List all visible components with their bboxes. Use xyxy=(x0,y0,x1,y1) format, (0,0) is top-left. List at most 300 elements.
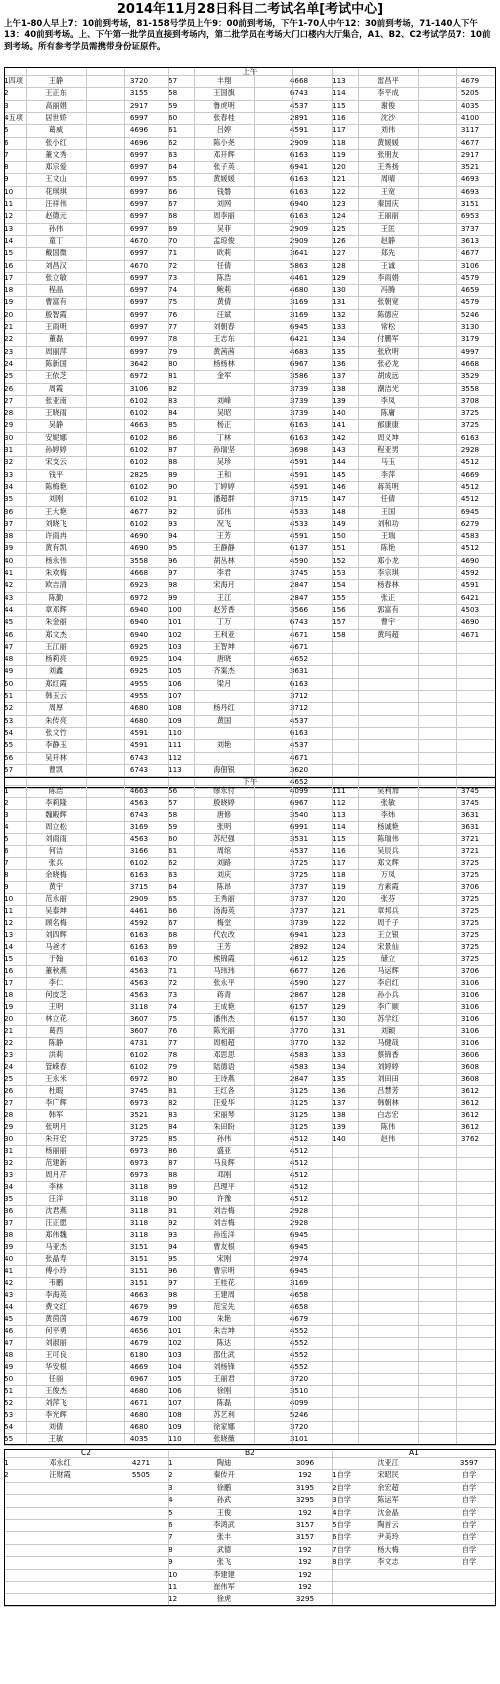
row-number: 131 xyxy=(332,1026,346,1035)
student-name: 鲍莉 xyxy=(216,285,232,295)
student-name: 洪莉 xyxy=(48,1050,64,1059)
student-name: 刘朝春 xyxy=(213,322,235,331)
row-number: 10 xyxy=(168,1569,178,1579)
school-code: 6997 xyxy=(129,186,149,196)
school-code: 2909 xyxy=(289,223,309,233)
school-code: 4512 xyxy=(289,1146,309,1155)
student-name: 王秀扬 xyxy=(377,162,399,172)
student-name: 郑宗爱 xyxy=(45,162,67,172)
row-number: 127 xyxy=(332,978,346,987)
row-number: 65 xyxy=(168,174,178,184)
school-code: 4503 xyxy=(460,604,480,614)
bottom-panel xyxy=(4,1449,496,1621)
student-name: 孙小兵 xyxy=(377,990,399,999)
row-number: 82 xyxy=(168,383,178,393)
school-code: 2867 xyxy=(289,990,309,999)
row-number: 113 xyxy=(332,810,346,819)
school-code: 6137 xyxy=(289,543,309,553)
row-number: 2 xyxy=(168,1470,173,1480)
school-code: 3715 xyxy=(289,494,309,504)
row-number: 12 xyxy=(4,211,14,221)
row-number: 120 xyxy=(332,894,346,903)
row-number: 52 xyxy=(4,703,14,713)
row-number: 75 xyxy=(168,1014,178,1023)
school-code: 3118 xyxy=(129,1002,149,1011)
school-code: 4677 xyxy=(460,137,480,147)
row-number: 40 xyxy=(4,1254,14,1263)
school-code: 4579 xyxy=(460,272,480,282)
student-name: 陈静 xyxy=(48,1038,64,1047)
student-name: 汪洋 xyxy=(48,1194,64,1203)
school-code: 3725 xyxy=(460,906,480,915)
student-name: 张晓薇 xyxy=(213,1434,235,1443)
student-name: 董磊 xyxy=(48,334,64,344)
row-number: 132 xyxy=(332,1038,346,1047)
school-code: 6743 xyxy=(129,810,149,819)
student-name: 刘伟 xyxy=(380,125,396,135)
student-name: 沈亚江 xyxy=(377,1458,399,1467)
student-name: 缪永付 xyxy=(213,786,235,795)
row-number: 110 xyxy=(168,1434,182,1443)
row-number: 72 xyxy=(168,260,178,270)
row-number: 57 xyxy=(4,764,14,774)
school-code: 2825 xyxy=(129,469,149,479)
school-code: 5246 xyxy=(289,1410,309,1419)
school-code: 3195 xyxy=(295,1482,315,1492)
school-code: 5505 xyxy=(131,1470,151,1480)
student-name: 李仁 xyxy=(48,978,64,987)
student-name: 王志东 xyxy=(213,334,235,344)
school-code: 4680 xyxy=(129,715,149,725)
row-number: 139 xyxy=(332,395,346,405)
school-code: 3118 xyxy=(129,1218,149,1227)
row-number: 67 xyxy=(168,199,178,208)
student-name: 花琪琪 xyxy=(45,186,67,196)
row-number: 34 xyxy=(4,481,14,491)
student-name: 王宽 xyxy=(380,186,396,196)
row-number: 1自学 xyxy=(332,1470,351,1480)
school-code: 4590 xyxy=(289,555,309,565)
school-code: 自学 xyxy=(461,1495,477,1505)
school-code: 3745 xyxy=(460,786,480,795)
student-name: 余晓梅 xyxy=(45,870,67,879)
row-number: 24 xyxy=(4,358,14,368)
row-number: 3 xyxy=(4,100,9,110)
school-code: 3101 xyxy=(289,1434,309,1443)
school-code: 6945 xyxy=(289,1266,309,1275)
school-code: 3125 xyxy=(289,1122,309,1131)
row-number: 99 xyxy=(168,1302,178,1311)
row-number: 19 xyxy=(4,297,14,307)
student-name: 黄茵茵 xyxy=(45,1314,67,1323)
school-code: 3762 xyxy=(460,1134,480,1143)
row-number: 127 xyxy=(332,248,346,258)
row-number: 91 xyxy=(168,494,178,504)
school-code: 6991 xyxy=(289,822,309,831)
student-name: 盛亚 xyxy=(216,1146,232,1155)
school-code: 自学 xyxy=(461,1470,477,1480)
row-number: 23 xyxy=(4,346,14,356)
row-number: 8自学 xyxy=(332,1557,351,1567)
school-code: 3720 xyxy=(129,76,149,85)
row-number: 124 xyxy=(332,211,346,221)
school-code: 4668 xyxy=(289,76,309,85)
school-code: 3620 xyxy=(289,764,309,774)
row-number: 6自学 xyxy=(332,1532,351,1542)
school-code: 4683 xyxy=(289,346,309,356)
school-code: 6677 xyxy=(289,966,309,975)
school-code: 3725 xyxy=(460,918,480,927)
row-number: 19 xyxy=(4,1002,14,1011)
student-name: 王国 xyxy=(380,506,396,516)
school-code: 2847 xyxy=(289,592,309,602)
row-number: 71 xyxy=(168,248,178,258)
student-name: 蒋青 xyxy=(216,990,232,999)
row-number: 74 xyxy=(168,285,178,295)
school-code: 6997 xyxy=(129,199,149,208)
student-name: 朱吉坤 xyxy=(213,1326,235,1335)
student-name: 王红各 xyxy=(213,1086,235,1095)
row-number: 151 xyxy=(332,543,346,553)
row-number: 46 xyxy=(4,629,14,639)
student-name: 邓永红 xyxy=(49,1458,71,1467)
row-number: 38 xyxy=(4,531,14,541)
school-code: 3612 xyxy=(460,1110,480,1119)
school-code: 3521 xyxy=(460,162,480,172)
school-code: 自学 xyxy=(461,1482,477,1492)
student-name: 李海英 xyxy=(45,1290,67,1299)
school-code: 6973 xyxy=(129,1158,149,1167)
row-number: 59 xyxy=(168,100,178,110)
student-name: 欧莉 xyxy=(216,248,232,258)
row-number: 149 xyxy=(332,518,346,528)
student-name: 葛西 xyxy=(48,1026,64,1035)
row-number: 37 xyxy=(4,518,14,528)
student-name: 邓思思 xyxy=(213,1050,235,1059)
school-code: 4671 xyxy=(289,629,309,639)
row-number: 102 xyxy=(168,1338,182,1347)
row-number: 93 xyxy=(168,1230,178,1239)
row-number: 20 xyxy=(4,309,14,319)
student-name: 张春桂 xyxy=(213,112,235,122)
student-name: 张亚南 xyxy=(45,395,67,405)
student-name: 张欣明 xyxy=(377,346,399,356)
row-number: 55 xyxy=(4,1434,14,1443)
row-number: 110 xyxy=(168,727,182,737)
student-name: 郁康康 xyxy=(377,420,399,430)
student-name: 徐虎 xyxy=(216,1594,232,1604)
row-number: 50 xyxy=(4,678,14,688)
row-number: 11 xyxy=(168,1582,178,1591)
school-code: 4537 xyxy=(289,715,309,725)
student-name: 张永平 xyxy=(213,978,235,987)
student-name: 李启红 xyxy=(377,978,399,987)
school-code: 3698 xyxy=(289,445,309,454)
student-name: 陈昂 xyxy=(216,882,232,891)
row-number: 59 xyxy=(168,822,178,831)
school-code: 4663 xyxy=(129,786,149,795)
student-name: 王明 xyxy=(48,1002,64,1011)
exam-notice xyxy=(4,19,496,53)
student-name: 管嵘春 xyxy=(45,1062,67,1071)
student-name: 曹宇 xyxy=(380,617,396,627)
row-number: 26 xyxy=(4,1086,14,1095)
row-number: 1 xyxy=(168,1458,173,1467)
row-number: 62 xyxy=(168,858,178,867)
row-number: 99 xyxy=(168,592,178,602)
student-name: 张晶寿 xyxy=(45,1254,67,1263)
row-number: 60 xyxy=(168,112,178,122)
row-number: 92 xyxy=(168,506,178,516)
student-name: 陈小尧 xyxy=(213,137,235,147)
student-name: 钱磐 xyxy=(216,186,232,196)
school-code: 4552 xyxy=(289,1326,309,1335)
student-name: 赵静 xyxy=(380,235,396,245)
student-name: 储立 xyxy=(380,954,396,963)
student-name: 于翰 xyxy=(48,954,64,963)
row-number: 131 xyxy=(332,297,346,307)
school-code: 4731 xyxy=(129,1038,149,1047)
school-code: 6997 xyxy=(129,162,149,172)
school-code: 3612 xyxy=(460,1098,480,1107)
student-name: 苏艺利 xyxy=(213,1410,235,1419)
student-name: 欧吉清 xyxy=(45,580,67,590)
student-name: 王文山 xyxy=(45,174,67,184)
school-code: 3118 xyxy=(129,1206,149,1215)
school-code: 3745 xyxy=(129,1086,149,1095)
school-code: 4512 xyxy=(460,494,480,504)
row-number: 66 xyxy=(168,906,178,915)
row-number: 2 xyxy=(4,798,9,807)
row-number: 106 xyxy=(168,1386,182,1395)
school-code: 3169 xyxy=(129,822,149,831)
student-name: 钱平 xyxy=(48,469,64,479)
school-code: 4512 xyxy=(460,481,480,491)
school-code: 6102 xyxy=(129,1062,149,1071)
school-code: 4512 xyxy=(289,1170,309,1179)
school-code: 4679 xyxy=(129,1314,149,1323)
school-code: 3106 xyxy=(460,1014,480,1023)
row-number: 98 xyxy=(168,580,178,590)
row-number: 123 xyxy=(332,199,346,208)
row-number: 96 xyxy=(168,555,178,565)
school-code: 4592 xyxy=(460,568,480,577)
school-code: 4537 xyxy=(289,846,309,855)
student-name: 马良辉 xyxy=(213,1158,235,1167)
student-name: 陈艳 xyxy=(380,543,396,553)
row-number: 62 xyxy=(168,137,178,147)
row-number: 21 xyxy=(4,322,14,331)
school-code: 4100 xyxy=(460,112,480,122)
school-code: 3607 xyxy=(129,1026,149,1035)
row-number: 147 xyxy=(332,494,346,504)
row-number: 88 xyxy=(168,1170,178,1179)
student-name: 杜暇 xyxy=(48,1086,64,1095)
student-name: 宋海月 xyxy=(213,580,235,590)
row-number: 122 xyxy=(332,186,346,196)
row-number: 3 xyxy=(168,1482,173,1492)
school-code: 3708 xyxy=(460,395,480,405)
school-code: 2892 xyxy=(289,942,309,951)
student-name: 刘淑丽 xyxy=(45,1338,67,1347)
row-number: 43 xyxy=(4,592,14,602)
school-code: 6997 xyxy=(129,248,149,258)
school-code: 192 xyxy=(298,1507,312,1517)
student-name: 汪财霞 xyxy=(49,1470,71,1480)
school-code: 6997 xyxy=(129,149,149,159)
row-number: 61 xyxy=(168,125,178,135)
row-number: 56 xyxy=(168,786,178,795)
school-code: 6997 xyxy=(129,211,149,221)
row-number: 78 xyxy=(168,334,178,344)
school-code: 4563 xyxy=(129,834,149,843)
student-name: 邓开辉 xyxy=(213,149,235,159)
school-code: 6163 xyxy=(289,186,309,196)
school-code: 6945 xyxy=(289,322,309,331)
school-code: 4563 xyxy=(129,966,149,975)
row-number: 121 xyxy=(332,174,346,184)
school-code: 2928 xyxy=(289,1218,309,1227)
row-number: 42 xyxy=(4,580,14,590)
a1-header: A1 xyxy=(409,1448,419,1457)
student-name: 苏学红 xyxy=(377,1014,399,1023)
student-name: 李光辉 xyxy=(45,1410,67,1419)
student-name: 黄有凯 xyxy=(45,543,67,553)
row-number: 16 xyxy=(4,260,14,270)
student-name: 韩军 xyxy=(48,1110,64,1119)
student-name: 朱欢梅 xyxy=(45,568,67,577)
row-number: 35 xyxy=(4,494,14,504)
row-number: 97 xyxy=(168,568,178,577)
school-code: 6940 xyxy=(129,629,149,639)
school-code: 3725 xyxy=(460,858,480,867)
school-code: 3725 xyxy=(289,858,309,867)
school-code: 6102 xyxy=(129,408,149,418)
grid-line xyxy=(4,1445,496,1446)
school-code: 3612 xyxy=(460,1122,480,1131)
school-code: 3725 xyxy=(460,930,480,939)
student-name: 张飞 xyxy=(216,1557,232,1567)
school-code: 6945 xyxy=(289,1230,309,1239)
school-code: 3739 xyxy=(289,395,309,405)
school-code: 3725 xyxy=(460,408,480,418)
school-code: 3151 xyxy=(129,1254,149,1263)
school-code: 4668 xyxy=(129,568,149,577)
school-code: 自学 xyxy=(461,1544,477,1554)
school-code: 3720 xyxy=(289,1422,309,1431)
school-code: 4512 xyxy=(460,457,480,467)
row-number: 15 xyxy=(4,248,14,258)
row-number: 116 xyxy=(332,846,346,855)
school-code: 4099 xyxy=(289,1398,309,1407)
row-number: 12 xyxy=(4,918,14,927)
student-name: 吴静 xyxy=(48,420,64,430)
school-code: 4583 xyxy=(289,1050,309,1059)
row-number: 83 xyxy=(168,1110,178,1119)
row-number: 85 xyxy=(168,420,178,430)
school-code: 6967 xyxy=(129,1374,149,1383)
row-number: 122 xyxy=(332,918,346,927)
row-number: 112 xyxy=(168,752,182,762)
row-number: 155 xyxy=(332,592,346,602)
student-name: 张朋友 xyxy=(377,149,399,159)
school-code: 3118 xyxy=(129,1194,149,1203)
row-number: 53 xyxy=(4,1410,14,1419)
school-code: 4680 xyxy=(289,285,309,295)
student-name: 张小红 xyxy=(45,137,67,147)
student-name: 任倩 xyxy=(216,260,232,270)
school-code: 6102 xyxy=(129,518,149,528)
school-code: 6743 xyxy=(129,764,149,774)
student-name: 刘网 xyxy=(216,199,232,208)
student-name: 李文志 xyxy=(377,1557,399,1567)
row-number: 49 xyxy=(4,1362,14,1371)
school-code: 3106 xyxy=(460,260,480,270)
school-code: 6102 xyxy=(129,858,149,867)
school-code: 3725 xyxy=(460,942,480,951)
school-code: 4591 xyxy=(129,740,149,750)
row-number: 35 xyxy=(4,1194,14,1203)
school-code: 3725 xyxy=(460,954,480,963)
school-code: 3125 xyxy=(289,1110,309,1119)
row-number: 41 xyxy=(4,568,14,577)
student-name: 杨永伟 xyxy=(45,555,67,565)
row-number: 39 xyxy=(4,1242,14,1251)
school-code: 3529 xyxy=(460,371,480,381)
row-number: 10 xyxy=(4,894,14,903)
student-name: 吴珍 xyxy=(216,457,232,467)
school-code: 4659 xyxy=(460,285,480,295)
student-name: 王雨明 xyxy=(45,322,67,331)
school-code: 2909 xyxy=(289,235,309,245)
school-code: 3737 xyxy=(460,223,480,233)
student-name: 朱田盼 xyxy=(213,1122,235,1131)
school-code: 4696 xyxy=(129,125,149,135)
student-name: 吴开林 xyxy=(45,752,67,762)
school-code: 2891 xyxy=(289,112,309,122)
student-name: 齐案杰 xyxy=(213,666,235,676)
row-number: 65 xyxy=(168,894,178,903)
student-name: 居世娇 xyxy=(45,112,67,122)
row-number: 98 xyxy=(168,1290,178,1299)
row-number: 81 xyxy=(168,371,178,381)
row-number: 100 xyxy=(168,1314,182,1323)
row-number: 7自学 xyxy=(332,1544,351,1554)
row-number: 25 xyxy=(4,371,14,381)
student-name: 王丽丽 xyxy=(377,211,399,221)
student-name: 陶首云 xyxy=(377,1520,399,1529)
school-code: 3745 xyxy=(289,568,309,577)
school-code: 3125 xyxy=(289,1098,309,1107)
student-name: 李鸿武 xyxy=(213,1520,235,1529)
student-name: 蔡锦香 xyxy=(377,1050,399,1059)
row-number: 5自学 xyxy=(332,1520,351,1529)
row-number: 70 xyxy=(168,235,178,245)
student-name: 范建新 xyxy=(45,1158,67,1167)
row-number: 38 xyxy=(4,1230,14,1239)
student-name: 郑文辉 xyxy=(377,858,399,867)
school-code: 4671 xyxy=(289,641,309,651)
student-name: 王桂花 xyxy=(213,1278,235,1287)
afternoon-header-label: 下午 xyxy=(242,777,258,786)
school-code: 3597 xyxy=(459,1458,479,1467)
row-number: 34 xyxy=(4,1182,14,1191)
row-number: 144 xyxy=(332,457,346,467)
row-number: 90 xyxy=(168,1194,178,1203)
school-code: 3118 xyxy=(129,1230,149,1239)
school-code: 192 xyxy=(298,1569,312,1579)
row-number: 153 xyxy=(332,568,346,577)
